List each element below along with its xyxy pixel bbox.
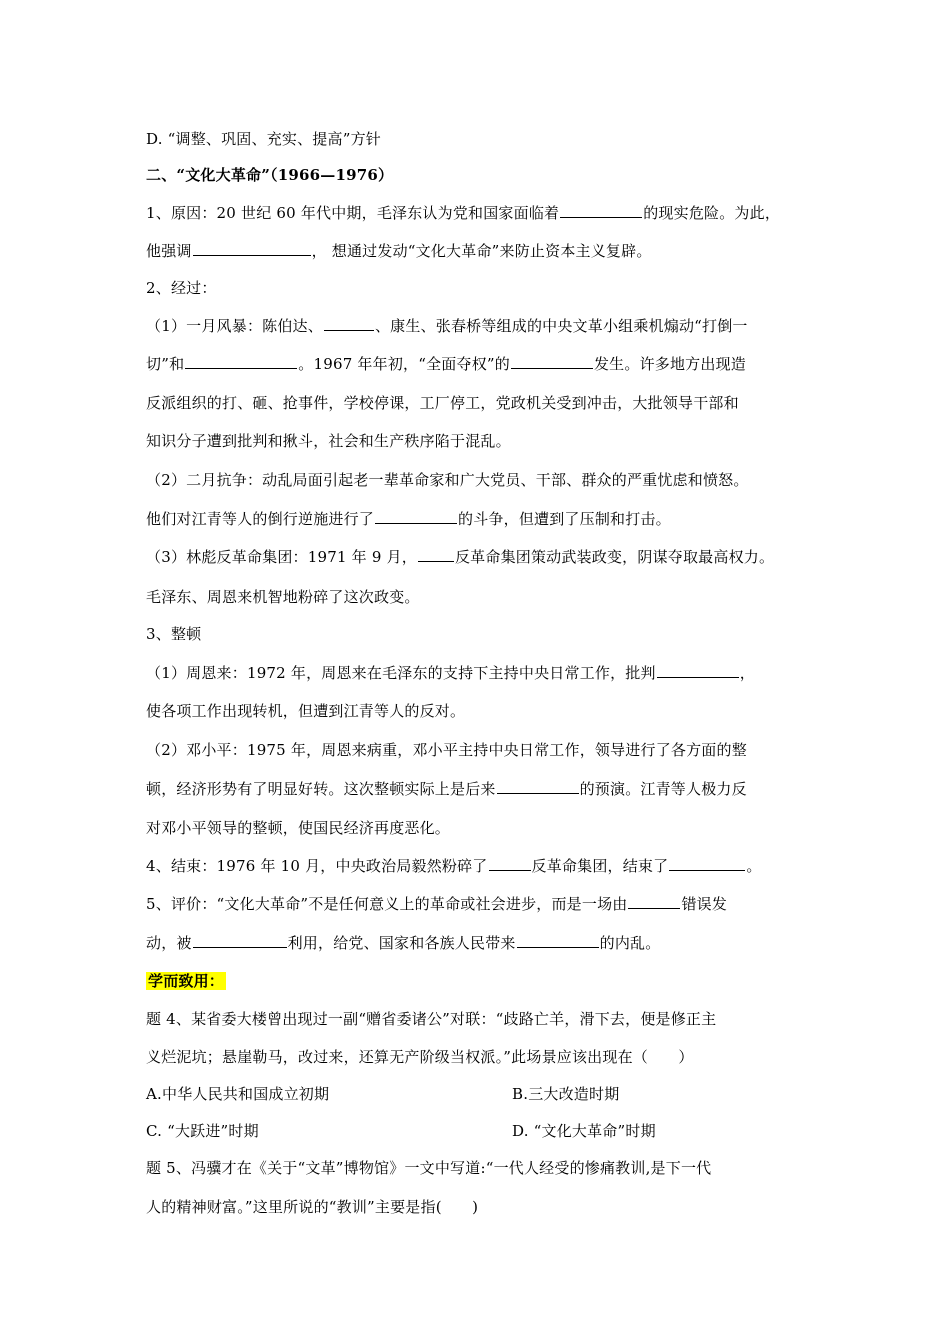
text: 动，被 xyxy=(146,934,192,952)
text: 他们对江青等人的倒行逆施进行了 xyxy=(146,510,375,528)
text: 的预演。江青等人极力反 xyxy=(579,780,747,798)
option-a[interactable]: A.中华人民共和国成立初期 xyxy=(146,1085,330,1103)
process-heading: 2、经过： xyxy=(146,279,217,297)
february-line-2 xyxy=(146,508,840,530)
fill-blank[interactable] xyxy=(560,203,642,218)
text: （1）周恩来：1972 年，周恩来在毛泽东的支持下主持中央日常工作，批判 xyxy=(146,664,656,682)
cause-line-2 xyxy=(146,240,840,262)
text: 顿，经济形势有了明显好转。这次整顿实际上是后来 xyxy=(146,780,496,798)
fill-blank[interactable] xyxy=(657,663,739,678)
rectify-heading: 3、整顿 xyxy=(146,625,202,643)
option-c[interactable]: C. “大跃进”时期 xyxy=(146,1122,259,1140)
options-row-1 xyxy=(146,1083,840,1105)
option-b[interactable]: B.三大改造时期 xyxy=(512,1085,620,1103)
option-d[interactable]: D. “文化大革命”时期 xyxy=(512,1122,656,1140)
practice-heading-row xyxy=(146,970,840,992)
options-row-2 xyxy=(146,1120,840,1142)
text: 。1967 年年初，“全面夺权”的 xyxy=(298,355,510,373)
text: 利用，给党、国家和各族人民带来 xyxy=(287,934,516,952)
fill-blank[interactable] xyxy=(193,241,311,256)
text: 他强调 xyxy=(146,242,192,260)
question-4-line-2: 义烂泥坑；悬崖勒马，改过来，还算无产阶级当权派。”此场景应该出现在（ ） xyxy=(146,1048,694,1066)
fill-blank[interactable] xyxy=(511,354,593,369)
february-line: （2）二月抗争：动乱局面引起老一辈革命家和广大党员、干部、群众的严重忧虑和愤怒。 xyxy=(146,471,749,489)
zhou-line xyxy=(146,662,840,684)
text: ， 想通过发动“文化大革命”来防止资本主义复辟。 xyxy=(311,242,652,260)
fill-blank[interactable] xyxy=(669,856,745,871)
january-storm-line xyxy=(146,315,840,337)
paragraph-line: 对邓小平领导的整顿，使国民经济再度恶化。 xyxy=(146,819,451,837)
evaluation-line-2 xyxy=(146,932,840,954)
fill-blank[interactable] xyxy=(497,779,579,794)
deng-line-2 xyxy=(146,778,840,800)
cause-line xyxy=(146,202,840,224)
paragraph-line: 反派组织的打、砸、抢事件，学校停课，工厂停工，党政机关受到冲击，大批领导干部和 xyxy=(146,394,739,412)
paragraph-line: 毛泽东、周恩来机智地粉碎了这次政变。 xyxy=(146,588,420,606)
text: 切”和 xyxy=(146,355,185,373)
text: 的内乱。 xyxy=(599,934,661,952)
fill-blank[interactable] xyxy=(375,509,457,524)
text: ， xyxy=(739,664,755,682)
text: 的现实危险。为此， xyxy=(643,204,781,222)
evaluation-line xyxy=(146,893,840,915)
paragraph-line: 使各项工作出现转机，但遭到江青等人的反对。 xyxy=(146,702,466,720)
end-line xyxy=(146,855,840,877)
text: 反革命集团，结束了 xyxy=(531,857,669,875)
text: 。 xyxy=(746,857,762,875)
text: 4、结束：1976 年 10 月，中央政治局毅然粉碎了 xyxy=(146,857,488,875)
practice-heading: 学而致用： xyxy=(148,972,225,990)
fill-blank[interactable] xyxy=(418,547,454,562)
january-storm-line-2 xyxy=(146,353,840,375)
text: 、康生、张春桥等组成的中央文革小组乘机煽动“打倒一 xyxy=(374,317,748,335)
option-d-line: D. “调整、巩固、充实、提高”方针 xyxy=(146,130,381,148)
fill-blank[interactable] xyxy=(517,933,599,948)
deng-line: （2）邓小平：1975 年，周恩来病重，邓小平主持中央日常工作，领导进行了各方面的整 xyxy=(146,741,747,759)
question-4-line: 题 4、某省委大楼曾出现过一副“赠省委诸公”对联：“歧路亡羊，滑下去，便是修正主 xyxy=(146,1010,717,1028)
section-heading: 二、“文化大革命”（1966—1976） xyxy=(146,166,394,184)
text: （1）一月风暴：陈伯达、 xyxy=(146,317,323,335)
fill-blank[interactable] xyxy=(628,894,680,909)
fill-blank[interactable] xyxy=(193,933,287,948)
text: 错误发 xyxy=(681,895,728,913)
linbiao-line xyxy=(146,546,840,568)
paragraph-line: 知识分子遭到批判和揪斗，社会和生产秩序陷于混乱。 xyxy=(146,432,511,450)
fill-blank[interactable] xyxy=(489,856,531,871)
text: 发生。许多地方出现造 xyxy=(593,355,746,373)
question-5-line-2: 人的精神财富。”这里所说的“教训”主要是指( ) xyxy=(146,1198,479,1216)
text: 反革命集团策动武装政变，阴谋夺取最高权力。 xyxy=(454,548,775,566)
question-5-line: 题 5、冯骥才在《关于“文革”博物馆》一文中写道:“一代人经受的惨痛教训,是下一代 xyxy=(146,1159,712,1177)
fill-blank[interactable] xyxy=(324,316,374,331)
fill-blank[interactable] xyxy=(185,354,297,369)
text: 1、原因：20 世纪 60 年代中期，毛泽东认为党和国家面临着 xyxy=(146,204,560,222)
text: 5、评价：“文化大革命”不是任何意义上的革命或社会进步，而是一场由 xyxy=(146,895,628,913)
text: （3）林彪反革命集团：1971 年 9 月， xyxy=(146,548,417,566)
text: 的斗争，但遭到了压制和打击。 xyxy=(458,510,671,528)
